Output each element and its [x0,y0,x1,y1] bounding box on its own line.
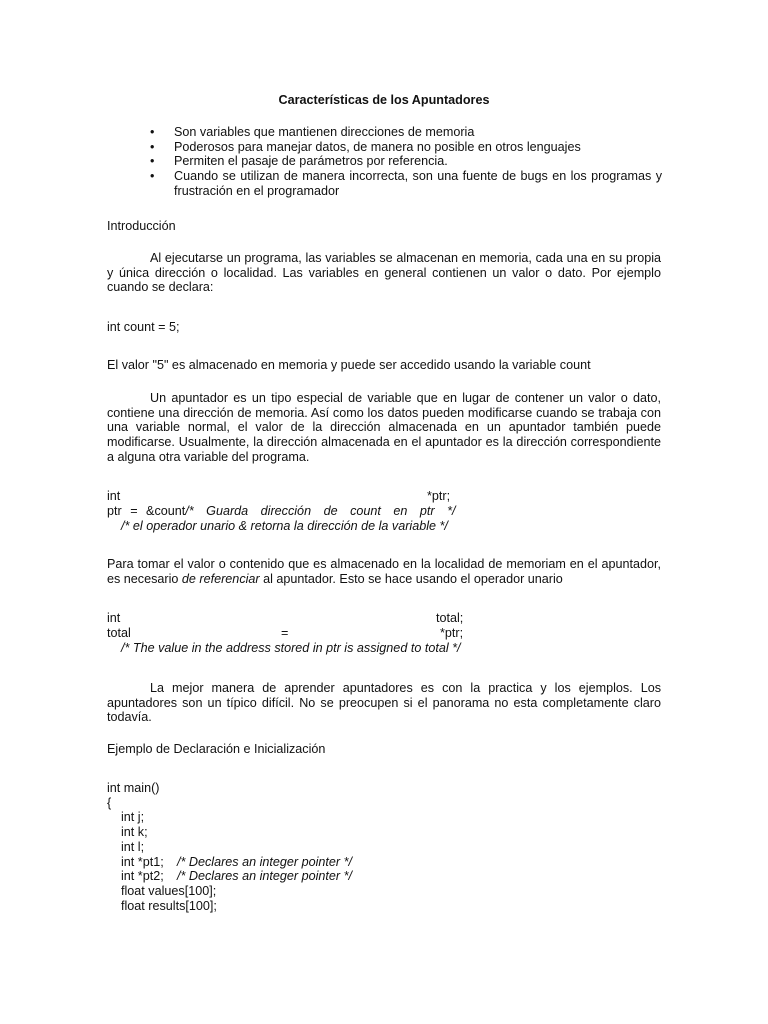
code-line: int l; [121,840,145,854]
features-list [150,125,662,199]
page-title: Características de los Apuntadores [278,93,490,107]
code-ptr-decl: *ptr; [427,489,451,503]
list-item-text: Cuando se utilizan de manera incorrecta, son una fuente de bugs en los programas y frustración en el programador [174,169,662,198]
code-line: int k; [121,825,148,839]
example-heading: Ejemplo de Declaración e Inicialización [107,742,326,756]
code-ptr-assign-comment: /* Guarda dirección de count en ptr */ [185,504,456,518]
deref-text-after: al apuntador. Esto se hace usando el operador unario [259,571,563,586]
bullet-icon: • [150,125,155,139]
code-total-lhs: total [107,626,131,640]
list-item [150,169,662,198]
deref-text-em: de referenciar [181,571,260,586]
code-total-int: int [107,611,121,625]
intro-heading: Introducción [107,219,176,233]
bullet-icon: • [150,154,155,169]
deref-paragraph [107,557,661,586]
code-line: int *pt1; [121,855,164,869]
list-item-text: Poderosos para manejar datos, de manera no posible en otros lenguajes [174,139,581,154]
intro-paragraph: Al ejecutarse un programa, las variables se almacenan en memoria, cada una en su propia y única dirección o localidad. Las variables en general contienen un valor o dato. Por ejemplo cuando se declara: [107,251,661,295]
code-line: float results[100]; [121,899,217,913]
code-ptr-assign-code: ptr = &count [107,504,186,518]
code-count: int count = 5; [107,320,180,334]
learn-paragraph: La mejor manera de aprender apuntadores es con la practica y los ejemplos. Los apuntadores son un típico difícil. No se preocupen si el panorama no esta completamente claro todavía. [107,681,661,725]
code-main-brace: { [107,796,112,810]
code-main-signature: int main() [107,781,160,795]
code-comment: /* Declares an integer pointer */ [177,855,353,869]
code-ptr-assign [107,504,456,519]
bullet-icon: • [150,169,155,184]
code-ptr-int: int [107,489,121,503]
code-line: int j; [121,810,145,824]
code-line: float values[100]; [121,884,217,898]
deref-text-before: Para tomar el valor o contenido que es almacenado en la localidad de memoriam en el apuntador, es necesario [107,557,661,586]
list-item-text: Son variables que mantienen direcciones de memoria [174,125,475,139]
code-total-equals: = [281,626,289,640]
count-text: El valor "5" es almacenado en memoria y puede ser accedido usando la variable count [107,358,591,372]
pointer-paragraph: Un apuntador es un tipo especial de variable que en lugar de contener un valor o dato, contiene una dirección de memoria. Así como los datos pueden modificarse cuando se trabaja con una variable normal, el valor de la dirección almacenada en un apuntador también puede modificarse. Usualmente, la dirección almacenada en el apuntador es la dirección correspondiente a alguna otra variable del programa. [107,391,661,464]
code-comment: /* Declares an integer pointer */ [177,869,353,883]
list-item [150,140,662,155]
code-total-decl: total; [436,611,464,625]
bullet-icon: • [150,139,155,154]
code-ptr-comment: /* el operador unario & retorna la dirección de la variable */ [121,519,448,533]
list-item [150,125,662,140]
code-line: int *pt2; [121,869,164,883]
code-total-comment: /* The value in the address stored in ptr is assigned to total */ [121,641,461,655]
code-total-rhs: *ptr; [440,626,464,640]
list-item-text: Permiten el pasaje de parámetros por referencia. [174,154,448,169]
list-item [150,154,662,169]
